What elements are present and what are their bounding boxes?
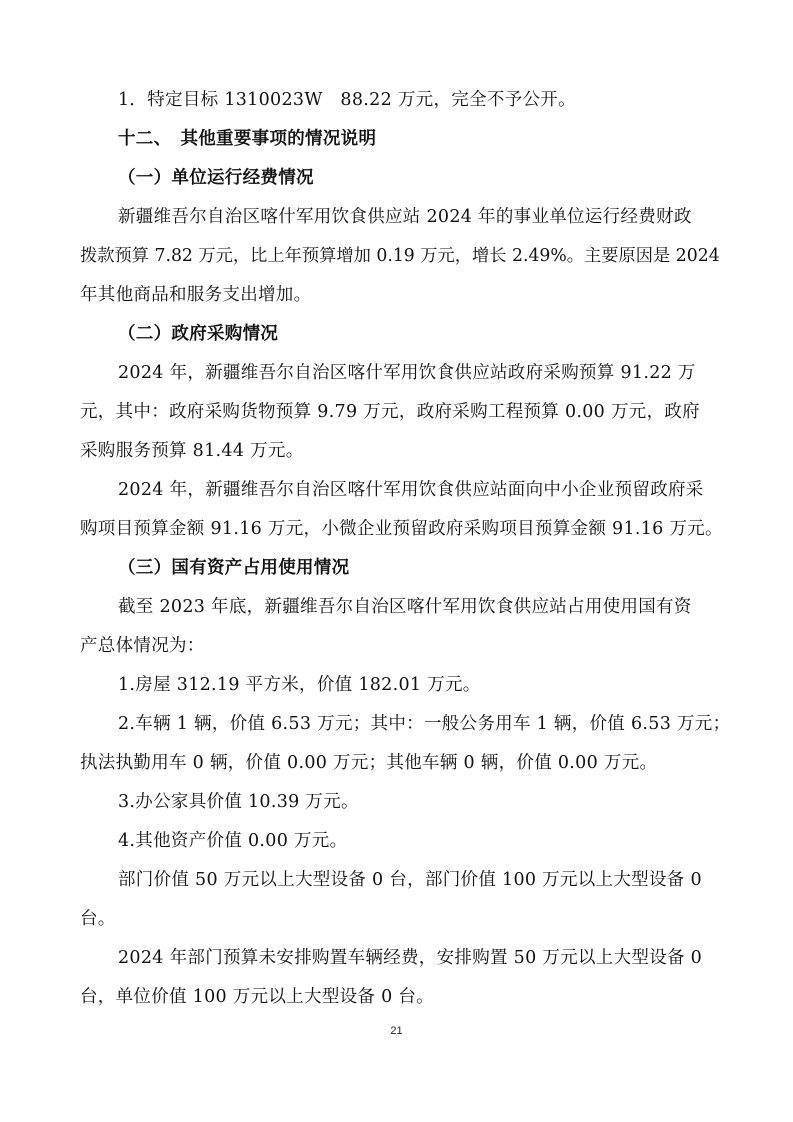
paragraph-line: 新疆维吾尔自治区喀什军用饮食供应站 2024 年的事业单位运行经费财政 [118,207,692,227]
paragraph-line: 元，其中：政府采购货物预算 9.79 万元，政府采购工程预算 0.00 万元，政府 [80,402,700,422]
paragraph-line: 2024 年，新疆维吾尔自治区喀什军用饮食供应站面向中小企业预留政府采 [118,480,704,500]
list-item-housing: 1.房屋 312.19 平方米，价值 182.01 万元。 [118,675,481,695]
list-item-vehicles-cont: 执法执勤用车 0 辆，价值 0.00 万元；其他车辆 0 辆，价值 0.00 万元。 [80,753,658,773]
paragraph-line: 2024 年部门预算未安排购置车辆经费，安排购置 50 万元以上大型设备 0 [118,948,703,968]
paragraph-line: 台，单位价值 100 万元以上大型设备 0 台。 [80,987,434,1007]
paragraph-line: 2024 年，新疆维吾尔自治区喀什军用饮食供应站政府采购预算 91.22 万 [118,363,696,383]
subheading-government-procurement: （二）政府采购情况 [118,324,279,344]
list-item-furniture: 3.办公家具价值 10.39 万元。 [118,792,359,812]
page-number: 21 [390,1025,403,1037]
paragraph-line: 部门价值 50 万元以上大型设备 0 台，部门价值 100 万元以上大型设备 0 [118,870,702,890]
paragraph-line: 产总体情况为： [80,636,205,656]
paragraph-line: 购项目预算金额 91.16 万元，小微企业预留政府采购项目预算金额 91.16 万元。 [80,519,723,539]
paragraph-line: 台。 [80,909,116,929]
subheading-operating-expenses: （一）单位运行经费情况 [118,168,314,188]
item-specific-target: 1．特定目标 1310023W 88.22 万元，完全不予公开。 [118,90,576,110]
section-heading-12: 十二、 其他重要事项的情况说明 [118,129,377,149]
paragraph-line: 截至 2023 年底，新疆维吾尔自治区喀什军用饮食供应站占用使用国有资 [118,597,692,617]
paragraph-line: 年其他商品和服务支出增加。 [80,285,312,305]
paragraph-line: 采购服务预算 81.44 万元。 [80,441,304,461]
paragraph-line: 拨款预算 7.82 万元，比上年预算增加 0.19 万元，增长 2.49%。主要原因是 2024 [80,246,720,266]
list-item-vehicles: 2.车辆 1 辆，价值 6.53 万元；其中：一般公务用车 1 辆，价值 6.53 万元； [118,714,731,734]
list-item-other-assets: 4.其他资产价值 0.00 万元。 [118,831,348,851]
subheading-state-assets: （三）国有资产占用使用情况 [118,558,350,578]
